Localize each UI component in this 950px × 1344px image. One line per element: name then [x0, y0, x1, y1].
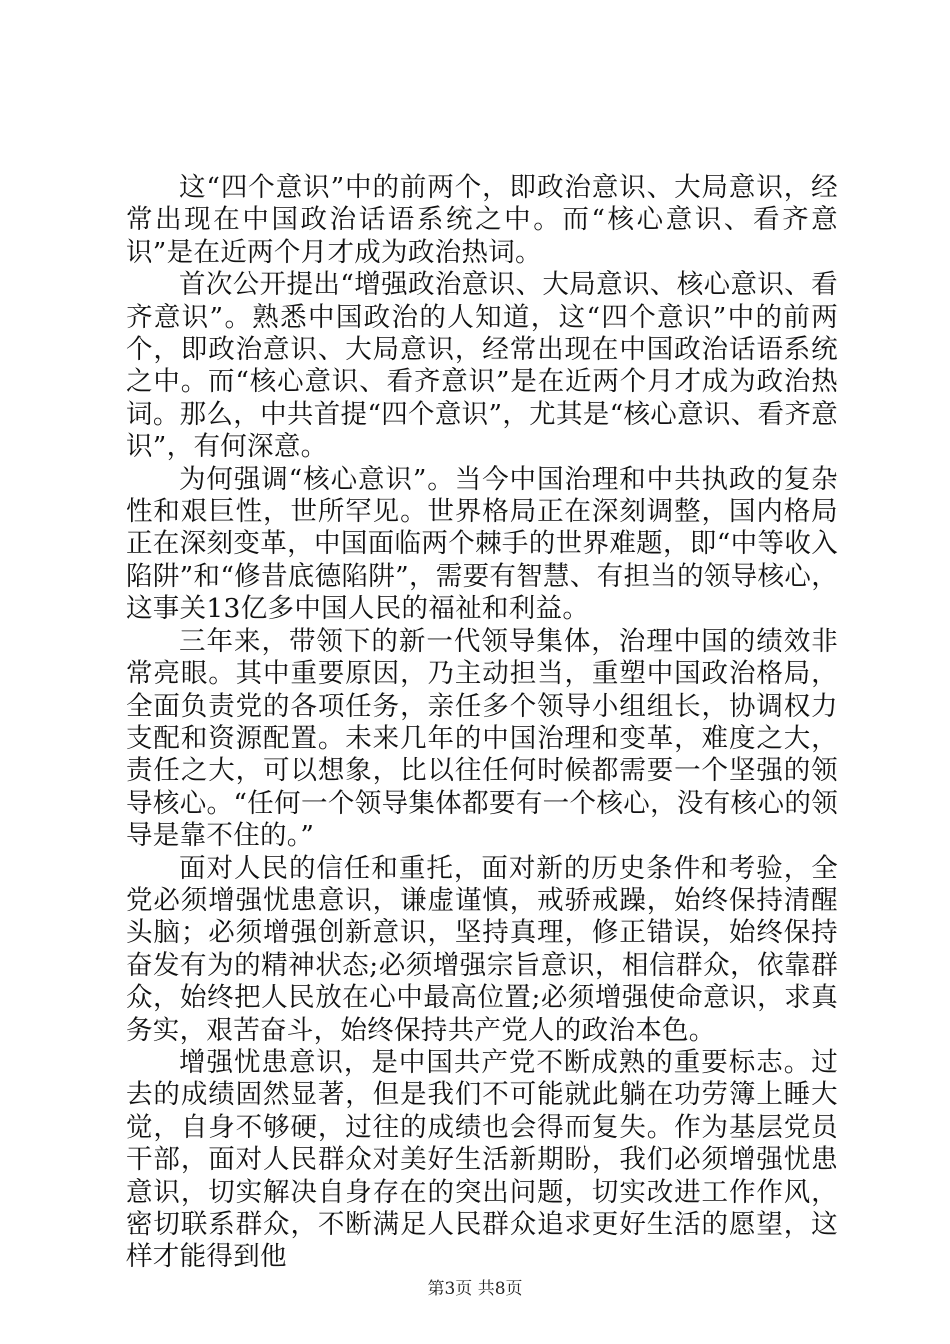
paragraph: 三年来，带领下的新一代领导集体，治理中国的绩效非常亮眼。其中重要原因，乃主动担当，重塑中国政治格局，全面负责党的各项任务，亲任多个领导小组组长，协调权力支配和资源配置。未来几年的中国治理和变革，难度之大，责任之大，可以想象，比以往任何时候都需要一个坚强的领导核心。“任何一个领导集体都要有一个核心，没有核心的领导是靠不住的。”: [126, 625, 838, 852]
page-number-footer: 第3页 共8页: [427, 1279, 523, 1299]
paragraph: 增强忧患意识，是中国共产党不断成熟的重要标志。过去的成绩固然显著，但是我们不可能就此躺在功劳簿上睡大觉，自身不够硬，过往的成绩也会得而复失。作为基层党员干部，面对人民群众对美好生活新期盼，我们必须增强忧患意识，切实解决自身存在的突出问题，切实改进工作作风，密切联系群众，不断满足人民群众追求更好生活的愿望，这样才能得到他: [126, 1046, 838, 1273]
paragraph: 首次公开提出“增强政治意识、大局意识、核心意识、看齐意识”。熟悉中国政治的人知道，这“四个意识”中的前两个，即政治意识、大局意识，经常出现在中国政治话语系统之中。而“核心意识、看齐意识”是在近两个月才成为政治热词。那么，中共首提“四个意识”，尤其是“核心意识、看齐意识”，有何深意。: [126, 269, 838, 463]
paragraph: 面对人民的信任和重托，面对新的历史条件和考验，全党必须增强忧患意识，谦虚谨慎，戒骄戒躁，始终保持清醒头脑；必须增强创新意识，坚持真理，修正错误，始终保持奋发有为的精神状态;必须增强宗旨意识，相信群众，依靠群众，始终把人民放在心中最高位置;必须增强使命意识，求真务实，艰苦奋斗，始终保持共产党人的政治本色。: [126, 852, 838, 1046]
paragraph: 这“四个意识”中的前两个，即政治意识、大局意识，经常出现在中国政治话语系统之中。而“核心意识、看齐意识”是在近两个月才成为政治热词。: [126, 172, 838, 268]
document-body: [126, 172, 838, 1274]
paragraph: 为何强调“核心意识”。当今中国治理和中共执政的复杂性和艰巨性，世所罕见。世界格局正在深刻调整，国内格局正在深刻变革，中国面临两个棘手的世界难题，即“中等收入陷阱”和“修昔底德陷阱”，需要有智慧、有担当的领导核心，这事关13亿多中国人民的福祉和利益。: [126, 463, 838, 625]
